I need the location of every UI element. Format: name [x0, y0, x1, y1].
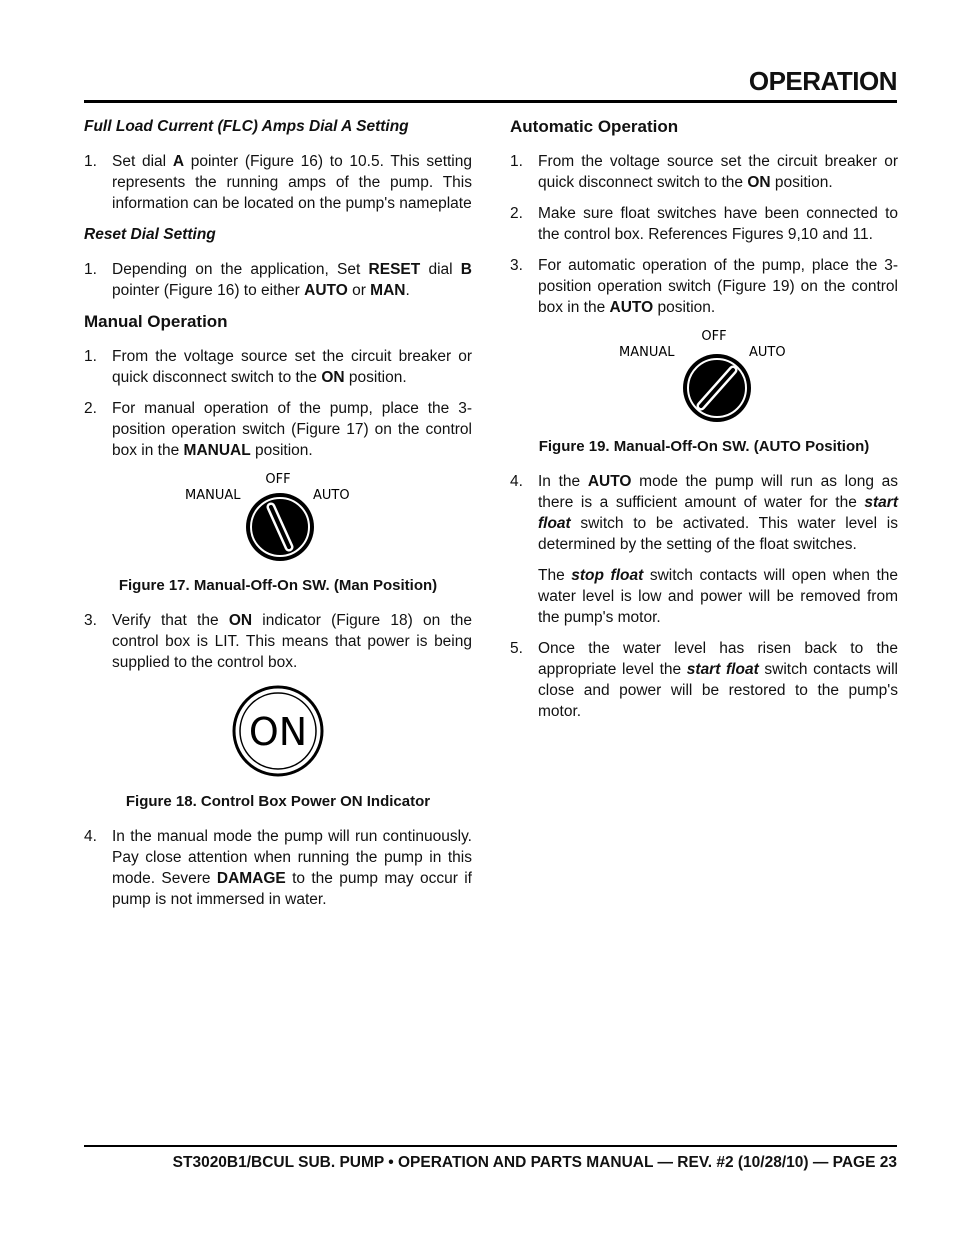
switch-manual-position-icon: [183, 471, 373, 563]
switch-auto-position-icon: [609, 328, 799, 424]
figure-17-caption: Figure 17. Manual-Off-On SW. (Man Position): [118, 577, 438, 594]
switch-auto-label: AUTO: [749, 345, 786, 360]
reset-heading: Reset Dial Setting: [84, 226, 216, 243]
list-item-number: 5.: [510, 640, 523, 657]
list-item: [84, 346, 472, 388]
list-item-text: In the manual mode the pump will run continuously. Pay close attention when running the pump in this mode. Severe DAMAGE to the pump may occur if pump is not immersed in water.: [112, 828, 472, 908]
flc-list: [84, 151, 472, 214]
figure-18: [84, 683, 472, 785]
list-item-number: 4.: [84, 828, 97, 845]
right-column: [510, 112, 898, 732]
list-item-text: Verify that the ON indicator (Figure 18) on the control box is LIT. This means that power is being supplied to the control box.: [112, 612, 472, 671]
list-item-number: 1.: [84, 153, 97, 170]
list-item-text: Once the water level has risen back to the appropriate level the start float switch contacts will close and power will be restored to the pump's motor.: [538, 640, 898, 720]
list-item: [84, 610, 472, 673]
switch-manual-label: MANUAL: [185, 488, 241, 503]
list-item-number: 2.: [84, 400, 97, 417]
list-item-number: 2.: [510, 205, 523, 222]
list-item-number: 3.: [510, 257, 523, 274]
switch-auto-label: AUTO: [313, 488, 350, 503]
manual-list-a: [84, 346, 472, 461]
list-item: [510, 151, 898, 193]
reset-list: [84, 259, 472, 301]
figure-19-caption: Figure 19. Manual-Off-On SW. (AUTO Position): [538, 438, 870, 455]
manual-list-c: [84, 826, 472, 910]
flc-heading: Full Load Current (FLC) Amps Dial A Setting: [84, 118, 409, 135]
page-footer: ST3020B1/BCUL SUB. PUMP • OPERATION AND PARTS MANUAL — REV. #2 (10/28/10) — PAGE 23: [172, 1154, 897, 1171]
list-item-number: 3.: [84, 612, 97, 629]
list-item-number: 1.: [510, 153, 523, 170]
footer-rule: [84, 1145, 897, 1147]
page-title: OPERATION: [748, 66, 897, 96]
switch-off-label: OFF: [265, 472, 291, 487]
list-item: [510, 638, 898, 722]
list-item-text: In the AUTO mode the pump will run as long as there is a sufficient amount of water for the start float switch to be activated. This water level is determined by the setting of the float switches.: [538, 473, 898, 553]
auto-list-a: [510, 151, 898, 318]
list-item-number: 1.: [84, 348, 97, 365]
list-item-text: Set dial A pointer (Figure 16) to 10.5. This setting represents the running amps of the pump. This information can be located on the pump's nameplate: [112, 153, 472, 212]
list-item: [510, 203, 898, 245]
list-item-text: Make sure float switches have been connected to the control box. References Figures 9,10 and 11.: [538, 205, 898, 243]
list-item: [84, 259, 472, 301]
stop-float-paragraph: The stop float switch contacts will open when the water level is low and power will be removed from the pump's motor.: [538, 567, 898, 626]
list-item-text: From the voltage source set the circuit breaker or quick disconnect switch to the ON position.: [112, 348, 472, 386]
auto-list-b: [510, 471, 898, 555]
figure-17: [84, 471, 472, 569]
list-item-text: From the voltage source set the circuit breaker or quick disconnect switch to the ON position.: [538, 153, 898, 191]
list-item-text: Depending on the application, Set RESET dial B pointer (Figure 16) to either AUTO or MAN.: [112, 261, 472, 299]
list-item-text: For automatic operation of the pump, place the 3-position operation switch (Figure 19) on the control box in the AUTO position.: [538, 257, 898, 316]
manual-heading: Manual Operation: [84, 312, 228, 331]
list-item-number: 1.: [84, 261, 97, 278]
list-item: [84, 151, 472, 214]
switch-off-label: OFF: [701, 329, 727, 344]
list-item-text: For manual operation of the pump, place the 3-position operation switch (Figure 17) on the control box in the MANUAL position.: [112, 400, 472, 459]
figure-19: [510, 328, 898, 430]
header-rule: [84, 100, 897, 103]
list-item: [84, 826, 472, 910]
list-item: [84, 398, 472, 461]
auto-list-c: [510, 638, 898, 722]
switch-manual-label: MANUAL: [619, 345, 675, 360]
left-column: [84, 112, 472, 920]
list-item: [510, 471, 898, 555]
on-indicator-label: ON: [248, 710, 308, 754]
list-item: [510, 255, 898, 318]
list-item-number: 4.: [510, 473, 523, 490]
figure-18-caption: Figure 18. Control Box Power ON Indicator: [125, 793, 431, 810]
power-on-indicator-icon: [230, 683, 326, 779]
auto-heading: Automatic Operation: [510, 117, 679, 136]
manual-list-b: [84, 610, 472, 673]
